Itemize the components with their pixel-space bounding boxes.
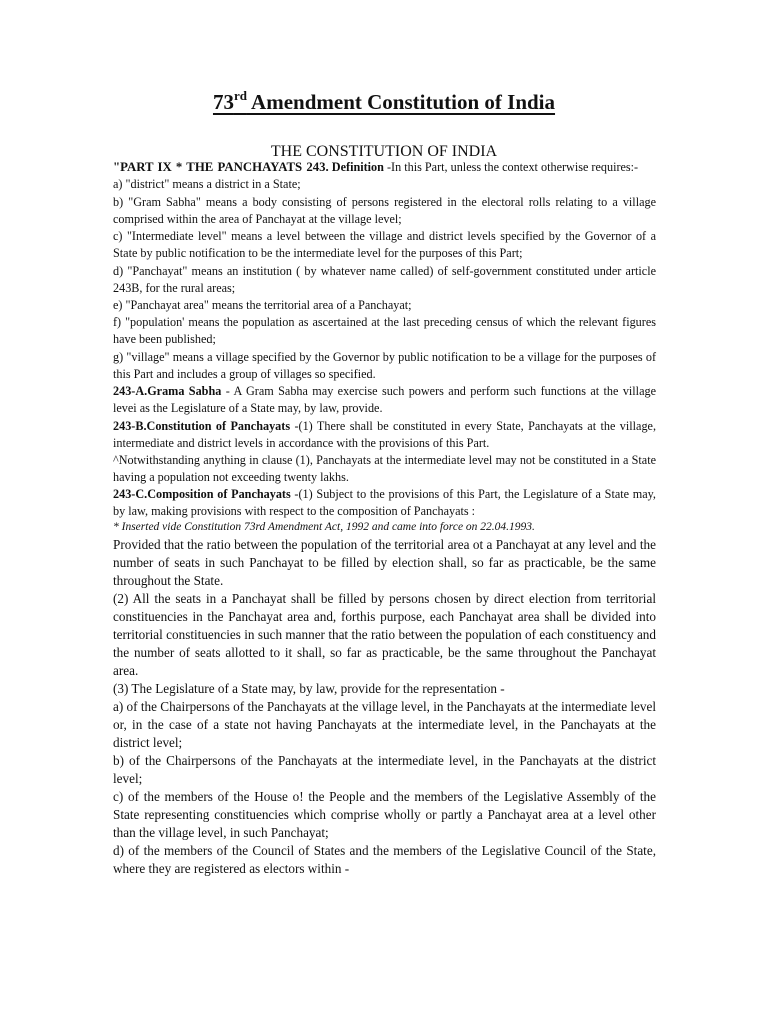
section-243c xyxy=(113,486,656,520)
part-heading: "PART IX * THE PANCHAYATS 243. xyxy=(113,160,329,174)
definition-item-c: c) "Intermediate level" means a level between the village and district levels specified by the Governor of a State by public notification to be the intermediate level for the purposes of this Part; xyxy=(113,229,656,261)
clause-3-item-a: a) of the Chairpersons of the Panchayats at the village level, in the Panchayats at the intermediate level or, in the case of a state not having Panchayats at the intermediate level, in the Panchayats at the district level; xyxy=(113,698,656,750)
clause-3-item-d: d) of the members of the Council of States and the members of the Legislative Council of the State, where they are registered as electors within - xyxy=(113,842,656,876)
composition-clauses xyxy=(113,536,656,878)
definition-item-b: b) "Gram Sabha" means a body consisting of persons registered in the electoral rolls relating to a village comprised within the area of Panchayat at the village level; xyxy=(113,194,656,226)
document-title xyxy=(0,88,768,116)
proviso-paragraph: Provided that the ratio between the population of the territorial area ot a Panchayat at any level and the number of seats in such Panchayat to be filled by election shall, so far as practicable, be the same throughout the State. xyxy=(113,536,656,588)
part-definition-paragraph xyxy=(113,159,656,176)
definition-item-d: d) "Panchayat" means an institution ( by whatever name called) of self-government constituted under article 243B, for the rural areas; xyxy=(113,263,656,295)
document-body xyxy=(113,159,656,878)
clause-2: (2) All the seats in a Panchayat shall be filled by persons chosen by direct election from territorial constituencies in the Panchayat area and, forthis purpose, each Panchayat area shall be divided into territorial constituencies in such manner that the ratio between the population of each constituency and the number of seats allotted to it shall, so far as practicable, be the same throughout the Panchayat area. xyxy=(113,590,656,678)
section-243a-heading: 243-A.Grama Sabha xyxy=(113,384,222,399)
footnote: * Inserted vide Constitution 73rd Amendment Act, 1992 and came into force on 22.04.1993. xyxy=(113,521,535,534)
definition-text: -In this Part, unless the context otherwise requires:- xyxy=(383,160,639,174)
clause-3-item-c: c) of the members of the House o! the People and the members of the Legislative Assembly of the State representing constituencies which comprise wholly or partly a Panchayat area at a level other than the village level, in such Panchayat; xyxy=(113,788,656,840)
definition-item-g: g) "village" means a village specified by the Governor by public notification to be a village for the purposes of this Part and includes a group of villages so specified. xyxy=(113,349,656,381)
section-243b-heading: 243-B.Constitution of Panchayats xyxy=(113,418,291,433)
clause-3-item-b: b) of the Chairpersons of the Panchayats at the intermediate level, in the Panchayats at the district level; xyxy=(113,752,656,786)
section-243b xyxy=(113,418,656,452)
section-243b-text: -(1) There shall be constituted in every State, Panchayats at the village, intermediate and district levels in accordance with the provisions of this Part. xyxy=(113,418,656,450)
section-243c-heading: 243-C.Composition of Panchayats xyxy=(113,487,291,502)
section-243c-text: -(1) Subject to the provisions of this Part, the Legislature of a State may, by law, making provisions with respect to the composition of Panchayats : xyxy=(113,487,656,519)
title-number: 73 xyxy=(212,90,234,114)
section-243b-note: ^Notwithstanding anything in clause (1), Panchayats at the intermediate level may not be constituted in a State having a population not exceeding twenty lakhs. xyxy=(113,452,656,484)
title-text: Amendment Constitution of India xyxy=(246,90,556,114)
definition-item-f: f) "population' means the population as ascertained at the last preceding census of which the relevant figures have been published; xyxy=(113,315,656,347)
definitions-block xyxy=(113,159,656,520)
section-243a-text: - A Gram Sabha may exercise such powers and perform such functions at the village levei as the Legislature of a State may, by law, provide. xyxy=(113,384,656,416)
definition-item-a: a) "district" means a district in a State; xyxy=(113,177,301,192)
definition-label: Definition xyxy=(331,160,384,174)
clause-3: (3) The Legislature of a State may, by law, provide for the representation - xyxy=(113,680,505,696)
title-ordinal-suffix: rd xyxy=(233,88,247,103)
definition-item-e: e) "Panchayat area" means the territorial area of a Panchayat; xyxy=(113,297,412,312)
section-243a xyxy=(113,383,656,417)
document-subtitle: THE CONSTITUTION OF INDIA xyxy=(270,143,498,160)
